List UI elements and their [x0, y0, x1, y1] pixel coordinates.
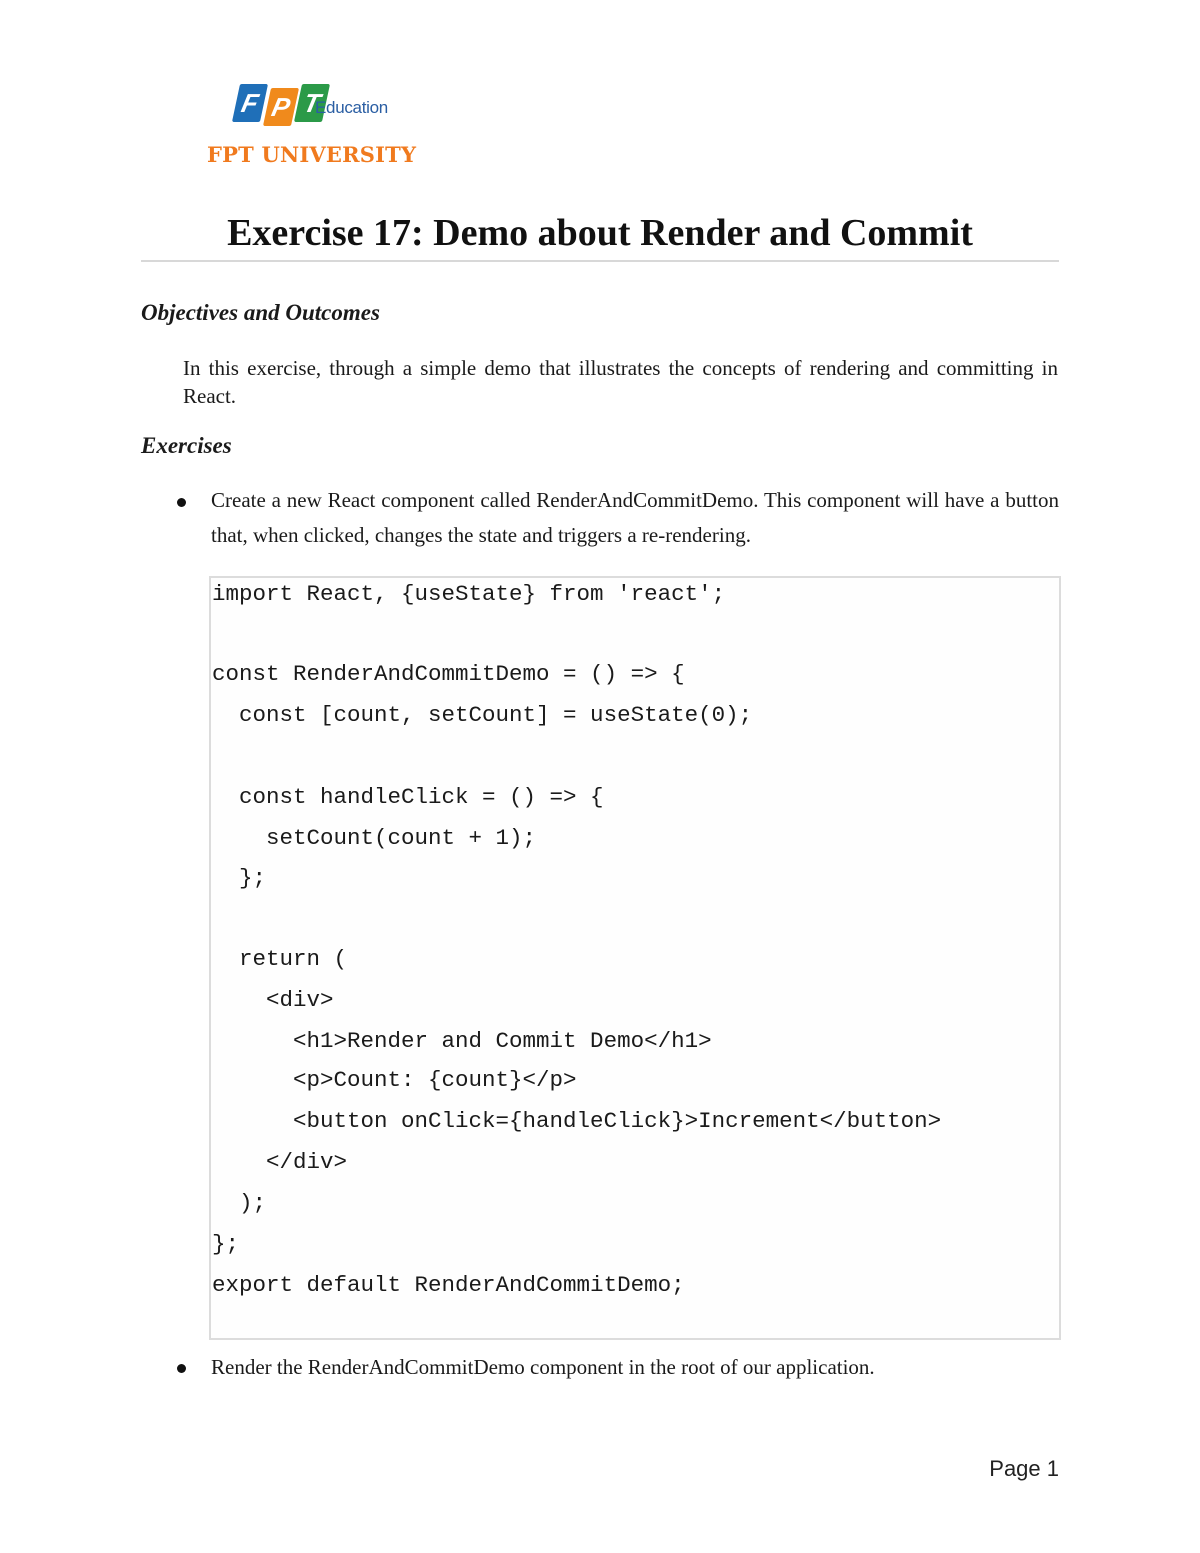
code-line-17: }; — [212, 1231, 240, 1257]
code-line-6: const handleClick = () => { — [212, 784, 604, 810]
document-title: Exercise 17: Demo about Render and Commit — [227, 212, 973, 254]
code-line-11: <div> — [212, 987, 334, 1013]
logo-block-t: T — [294, 84, 330, 122]
code-line-4: const [count, setCount] = useState(0); — [212, 702, 753, 728]
code-line-7: setCount(count + 1); — [212, 825, 537, 851]
title-divider — [141, 260, 1059, 262]
fpt-logo-mark — [236, 84, 326, 126]
logo-university-name: FPT UNIVERSITY — [207, 142, 417, 167]
objectives-text: In this exercise, through a simple demo that illustrates the concepts of rendering and committing in React. — [183, 356, 1058, 408]
code-line-14: <button onClick={handleClick}>Increment</button> — [212, 1108, 942, 1134]
exercises-heading: Exercises — [141, 433, 232, 458]
logo-tagline: Education — [315, 98, 388, 117]
exercise-bullet-2-text: Render the RenderAndCommitDemo component in the root of our application. — [211, 1355, 875, 1379]
page-number: Page 1 — [989, 1456, 1059, 1481]
bullet-icon — [177, 498, 186, 507]
objectives-heading: Objectives and Outcomes — [141, 300, 380, 325]
code-line-13: <p>Count: {count}</p> — [212, 1067, 577, 1093]
logo-block-p: P — [263, 88, 299, 126]
code-line-18: export default RenderAndCommitDemo; — [212, 1272, 685, 1298]
bullet-icon — [177, 1364, 186, 1373]
code-line-10: return ( — [212, 946, 348, 972]
fpt-university-logo — [207, 82, 417, 170]
code-line-8: }; — [212, 865, 267, 891]
exercise-bullet-1-text: Create a new React component called RenderAndCommitDemo. This component will have a button that, when clicked, changes the state and triggers a re-rendering. — [211, 488, 1059, 547]
code-block — [209, 576, 1061, 1340]
logo-block-f: F — [232, 84, 268, 122]
code-line-1: import React, {useState} from 'react'; — [212, 581, 726, 607]
code-line-16: ); — [212, 1190, 267, 1216]
code-line-15: </div> — [212, 1149, 348, 1175]
code-line-3: const RenderAndCommitDemo = () => { — [212, 661, 685, 687]
code-line-12: <h1>Render and Commit Demo</h1> — [212, 1028, 712, 1054]
